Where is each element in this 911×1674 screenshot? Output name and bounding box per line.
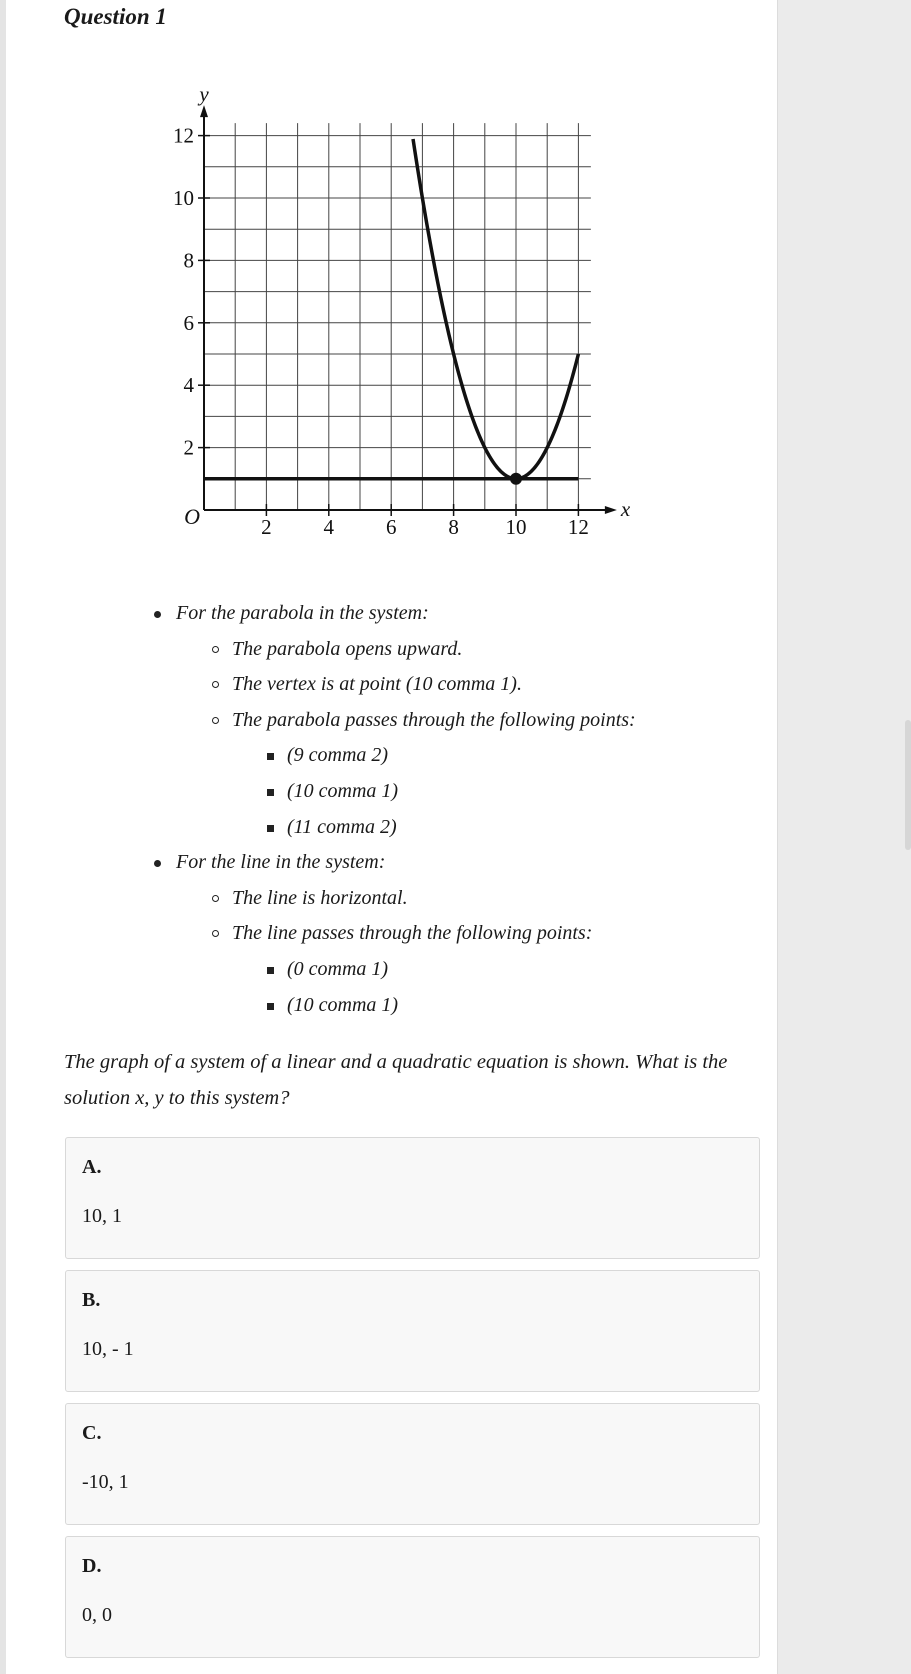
choice-text: -10, 1 [82,1471,129,1493]
line-facts [176,881,777,1023]
line-section [6,845,777,1023]
intersection-point [510,473,522,485]
series-parabola [413,139,578,479]
choice-letter: C. [82,1422,102,1444]
y-tick-label: 8 [183,248,194,273]
parabola-fact-vertex: The vertex is at point (10 comma 1). [176,667,777,703]
y-axis-label: y [199,82,209,107]
x-tick-label: 8 [448,515,459,539]
choice-text: 0, 0 [82,1604,112,1626]
question-prompt: The graph of a system of a linear and a quadratic equation is shown. What is the solution x, y to this system? [64,1051,728,1109]
line-point: (10 comma 1) [232,988,777,1024]
system-graph [146,82,631,549]
choice-letter: B. [82,1289,101,1311]
choice-a[interactable] [65,1137,760,1259]
parabola-point: (10 comma 1) [232,774,777,810]
parabola-point: (9 comma 2) [232,738,777,774]
parabola-facts [176,632,777,846]
choice-d[interactable] [65,1536,760,1658]
x-tick-label: 2 [261,515,272,539]
choice-text: 10, 1 [82,1205,122,1227]
parabola-fact-points [176,703,777,845]
line-point: (0 comma 1) [232,952,777,988]
scrollbar-thumb[interactable] [905,720,911,850]
choice-b[interactable] [65,1270,760,1392]
y-tick-label: 2 [183,435,194,460]
x-axis-label: x [620,497,631,521]
graph-description [6,596,777,1023]
choice-letter: D. [82,1555,102,1577]
y-axis-arrow [200,105,208,117]
parabola-point: (11 comma 2) [232,810,777,846]
question-panel [6,0,778,1674]
choice-c[interactable] [65,1403,760,1525]
y-tick-label: 10 [173,186,194,210]
x-axis-arrow [605,506,617,514]
graph-svg [146,82,631,544]
y-tick-label: 6 [183,310,194,335]
origin-label: O [184,504,200,529]
y-tick-label: 12 [173,123,194,148]
question-title: Question 1 [64,4,167,29]
line-heading: For the line in the system: [176,851,386,874]
line-fact-horizontal: The line is horizontal. [176,881,777,917]
description-list [6,596,777,1023]
parabola-points-list [232,738,777,845]
parabola-heading: For the parabola in the system: [176,602,429,624]
x-tick-label: 12 [567,515,589,539]
parabola-section [6,596,777,845]
choice-text: 10, - 1 [82,1338,134,1360]
y-tick-label: 4 [183,373,194,398]
parabola-fact-opens: The parabola opens upward. [176,632,777,668]
line-points-list [232,952,777,1023]
line-points-label: The line passes through the following points: [232,922,593,945]
x-tick-label: 10 [505,515,527,539]
x-tick-label: 6 [385,515,397,539]
parabola-points-label: The parabola passes through the following points: [232,708,636,731]
choice-letter: A. [82,1156,102,1178]
x-tick-label: 4 [323,515,335,539]
line-fact-points [176,916,777,1023]
